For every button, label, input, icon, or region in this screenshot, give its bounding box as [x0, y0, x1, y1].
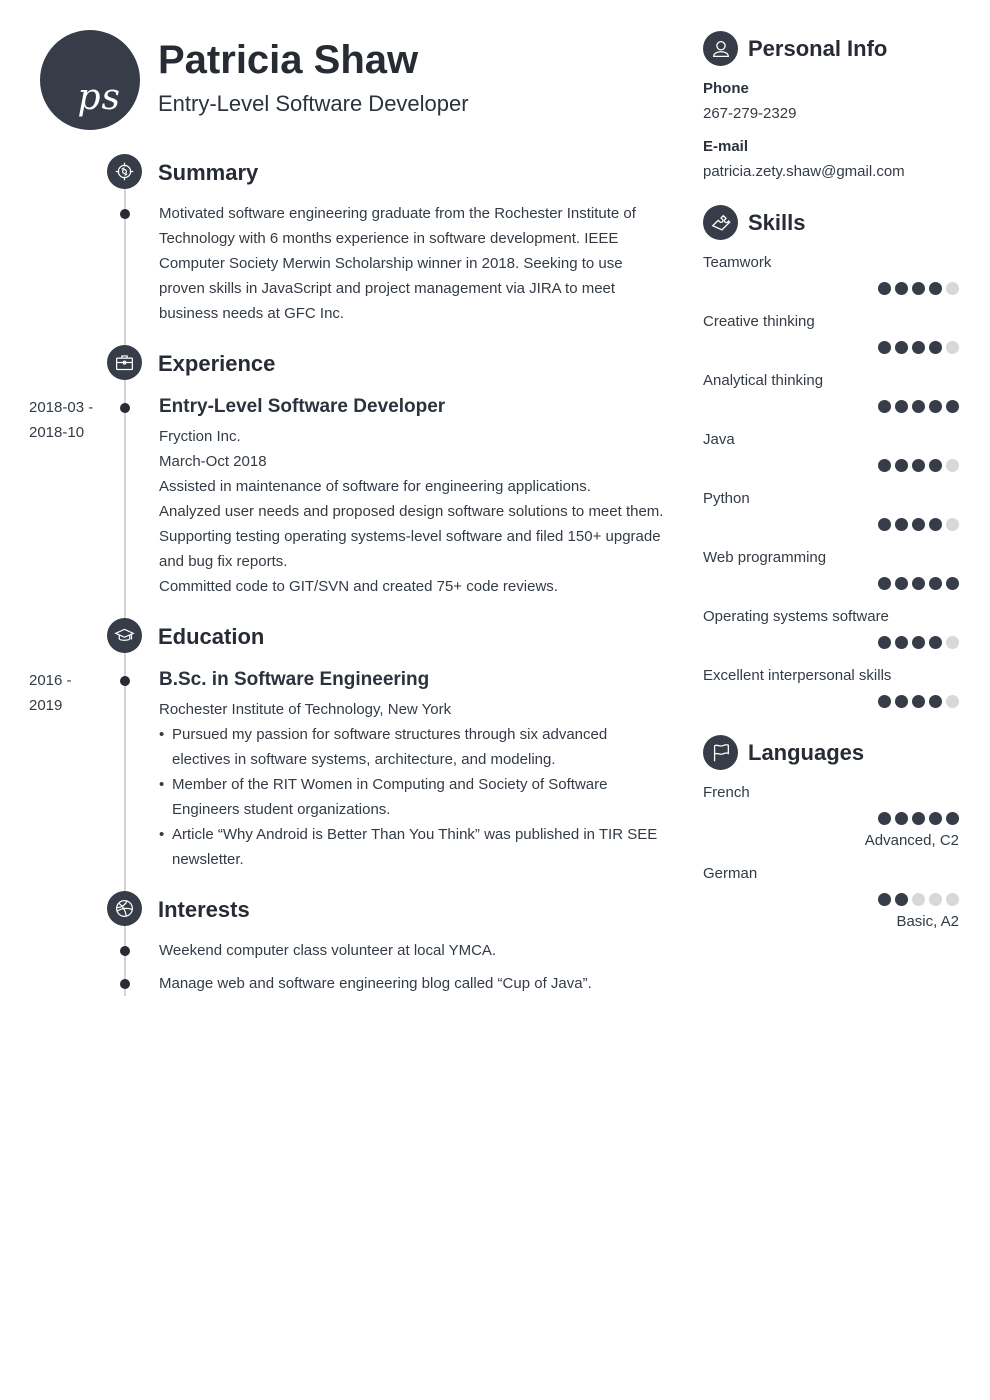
section-title-interests: Interests — [158, 897, 250, 922]
personal-info-header — [703, 31, 887, 66]
rating-dot-filled — [929, 282, 942, 295]
rating-dot-filled — [895, 812, 908, 825]
skill-name: Operating systems software — [703, 608, 889, 625]
rating-dot-filled — [929, 577, 942, 590]
section-title-summary: Summary — [158, 160, 259, 185]
timeline-dot — [120, 209, 130, 219]
education-bullet: • Member of the RIT Women in Computing and Society of Software Engineers student organizations. — [159, 772, 669, 822]
language-rating — [878, 893, 959, 906]
timeline-dot — [120, 676, 130, 686]
rating-dot-filled — [946, 577, 959, 590]
skills-header — [703, 205, 805, 240]
rating-dot-filled — [929, 400, 942, 413]
rating-dot-empty — [912, 893, 925, 906]
summary-text: Motivated software engineering graduate from the Rochester Institute of Technology with 6 months experience in software development. IEEE Computer Society Merwin Scholarship winner in 2018. Seeking to use proven skills in JavaScript and project management via JIRA to meet business needs at GFC Inc. — [159, 205, 636, 322]
skill-name: Teamwork — [703, 254, 772, 271]
rating-dot-empty — [946, 893, 959, 906]
rating-dot-filled — [878, 518, 891, 531]
experience-details — [159, 424, 669, 599]
rating-dot-filled — [912, 282, 925, 295]
basketball-icon — [107, 891, 142, 926]
email-value[interactable]: patricia.zety.shaw@gmail.com — [703, 163, 905, 180]
candidate-name: Patricia Shaw — [158, 38, 419, 82]
rating-dot-filled — [929, 636, 942, 649]
skill-rating — [878, 577, 959, 590]
puzzle-icon — [703, 205, 738, 240]
rating-dot-filled — [895, 459, 908, 472]
rating-dot-filled — [895, 893, 908, 906]
rating-dot-empty — [946, 459, 959, 472]
rating-dot-filled — [946, 400, 959, 413]
rating-dot-empty — [929, 893, 942, 906]
rating-dot-filled — [912, 518, 925, 531]
experience-line: Assisted in maintenance of software for engineering applications. — [159, 478, 591, 495]
rating-dot-filled — [912, 695, 925, 708]
timeline-dot — [120, 946, 130, 956]
education-degree: B.Sc. in Software Engineering — [159, 669, 430, 690]
timeline-dot — [120, 979, 130, 989]
skill-name: Analytical thinking — [703, 372, 824, 389]
rating-dot-filled — [878, 893, 891, 906]
rating-dot-filled — [895, 636, 908, 649]
skill-name: Python — [703, 490, 750, 507]
flag-icon — [703, 735, 738, 770]
education-date-end: 2019 — [29, 697, 63, 714]
rating-dot-empty — [946, 518, 959, 531]
skill-name: Web programming — [703, 549, 827, 566]
rating-dot-filled — [912, 812, 925, 825]
education-bullet: • Pursued my passion for software structures through six advanced electives in software systems, architecture, and modeling. — [159, 722, 669, 772]
rating-dot-filled — [878, 341, 891, 354]
education-bullets — [159, 722, 669, 872]
briefcase-icon — [107, 345, 142, 380]
experience-date-start: 2018-03 - — [29, 399, 94, 416]
rating-dot-filled — [912, 341, 925, 354]
education-bullet: • Article “Why Android is Better Than You Think” was published in TIR SEE newsletter. — [159, 822, 669, 872]
rating-dot-empty — [946, 341, 959, 354]
rating-dot-filled — [912, 577, 925, 590]
experience-date-end: 2018-10 — [29, 424, 85, 441]
section-title-languages: Languages — [748, 739, 865, 765]
skill-name: Creative thinking — [703, 313, 815, 330]
rating-dot-filled — [895, 695, 908, 708]
rating-dot-filled — [895, 282, 908, 295]
education-school: Rochester Institute of Technology, New York — [159, 701, 452, 718]
experience-job-title: Entry-Level Software Developer — [159, 396, 446, 417]
skill-rating — [878, 459, 959, 472]
skill-rating — [878, 282, 959, 295]
experience-line: Supporting testing operating systems-level software and filed 150+ upgrade and bug fix reports. — [159, 528, 661, 570]
timeline-line — [124, 170, 126, 996]
education-details — [159, 697, 669, 872]
rating-dot-filled — [878, 636, 891, 649]
experience-line: Analyzed user needs and proposed design software solutions to meet them. — [159, 503, 664, 520]
target-icon — [107, 154, 142, 189]
phone-value[interactable]: 267-279-2329 — [703, 105, 797, 122]
language-rating — [878, 812, 959, 825]
rating-dot-filled — [912, 636, 925, 649]
email-label: E-mail — [703, 138, 749, 155]
rating-dot-filled — [895, 341, 908, 354]
rating-dot-filled — [929, 695, 942, 708]
skill-rating — [878, 400, 959, 413]
education-date-start: 2016 - — [29, 672, 72, 689]
language-level: Advanced, C2 — [864, 832, 959, 849]
skill-rating — [878, 518, 959, 531]
skill-rating — [878, 636, 959, 649]
interest-item: Weekend computer class volunteer at local YMCA. — [159, 942, 497, 959]
rating-dot-filled — [912, 400, 925, 413]
rating-dot-filled — [929, 518, 942, 531]
rating-dot-filled — [895, 577, 908, 590]
experience-company: Fryction Inc. — [159, 428, 241, 445]
experience-line: Committed code to GIT/SVN and created 75+ code reviews. — [159, 578, 558, 595]
avatar-initials: ps — [77, 77, 121, 118]
rating-dot-empty — [946, 695, 959, 708]
section-title-skills: Skills — [748, 209, 806, 235]
skill-name: Java — [703, 431, 735, 448]
avatar — [40, 30, 140, 130]
rating-dot-filled — [878, 695, 891, 708]
experience-period: March-Oct 2018 — [159, 453, 267, 470]
rating-dot-empty — [946, 282, 959, 295]
languages-header — [703, 735, 864, 770]
rating-dot-filled — [912, 459, 925, 472]
skill-rating — [878, 341, 959, 354]
section-title-education: Education — [158, 624, 265, 649]
rating-dot-filled — [895, 518, 908, 531]
rating-dot-empty — [946, 636, 959, 649]
language-name: German — [703, 865, 758, 882]
rating-dot-filled — [878, 812, 891, 825]
language-name: French — [703, 784, 750, 801]
rating-dot-filled — [929, 812, 942, 825]
rating-dot-filled — [929, 459, 942, 472]
rating-dot-filled — [878, 459, 891, 472]
user-icon — [703, 31, 738, 66]
rating-dot-filled — [878, 400, 891, 413]
rating-dot-filled — [878, 282, 891, 295]
rating-dot-filled — [895, 400, 908, 413]
rating-dot-filled — [929, 341, 942, 354]
phone-label: Phone — [703, 80, 749, 97]
language-level: Basic, A2 — [896, 913, 959, 930]
graduation-cap-icon — [107, 618, 142, 653]
candidate-title: Entry-Level Software Developer — [158, 91, 469, 116]
skill-rating — [878, 695, 959, 708]
rating-dot-filled — [878, 577, 891, 590]
timeline-dot — [120, 403, 130, 413]
skill-name: Excellent interpersonal skills — [703, 667, 892, 684]
section-title-personal-info: Personal Info — [748, 35, 888, 61]
rating-dot-filled — [946, 812, 959, 825]
interest-item: Manage web and software engineering blog called “Cup of Java”. — [159, 975, 592, 992]
section-title-experience: Experience — [158, 351, 276, 376]
